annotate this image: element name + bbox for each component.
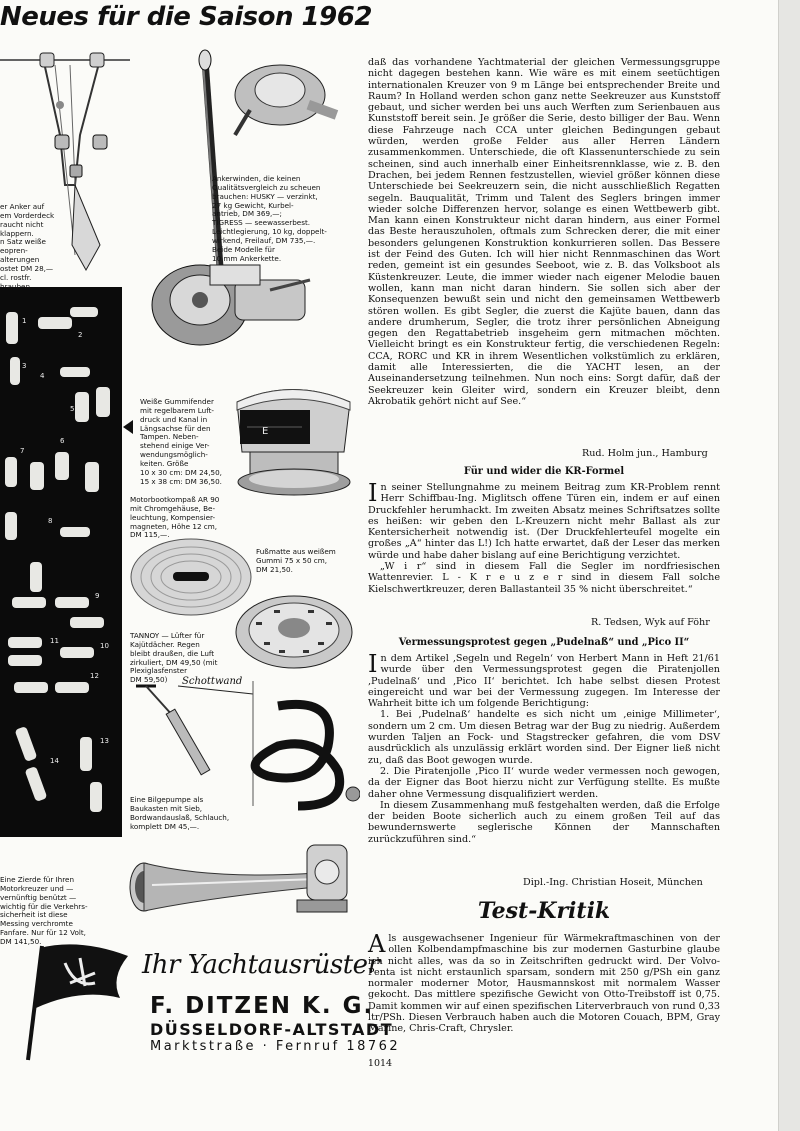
fender-number: 2 bbox=[78, 331, 83, 339]
fender-17 bbox=[70, 617, 104, 628]
article-heading: Vermessungsprotest gegen „Pudelnaß“ und „Pico II“ bbox=[398, 637, 690, 648]
fender-number: 7 bbox=[20, 447, 25, 455]
fender-number: 14 bbox=[50, 757, 59, 765]
horn-caption: Eine Zierde für Ihren Motorkreuzer und — vernünftig benützt — wichtig für die Verkehrs- sicherheit ist diese Messing verchromte Fanfare. Nur für 12 Volt, DM 141,50. bbox=[0, 874, 88, 947]
ditzen-flag-logo bbox=[20, 938, 132, 1063]
article-kr-formel-text: In seiner Stellungnahme zu meinem Beitrag zum KR-Problem rennt Herr Schiffbau-Ing. Miglitsch offene Türen ein, indem er auf einen Druckfehler herumhackt. Im zweiten Absatz meines Schriftsatzes sollte es heißen: wir geben den L-Kreuzern nicht mehr Ballast als zur Kentersicherheit notwendig ist. (Der Druckfehlerteufel mogelte ein großes „A“ hinter das L!) Ich hatte erwartet, daß der Leser das merken würde und habe daher bislang auf eine Berichtigung verzichtet. „W i r“ sind in diesem Fall die Segler im nordfriesischen Wattenrevier. L - K r e u z e r sind in diesem Fall solche Kielschwertkreuzer, deren Ballastanteil 35 % nicht überschreitet.“ bbox=[368, 479, 720, 595]
fender-24 bbox=[25, 766, 48, 802]
fender-number: 11 bbox=[50, 637, 59, 645]
brand-slogan: Ihr Yachtausrüster bbox=[142, 950, 380, 980]
article-test-kritik-text: Als ausgewachsener Ingenieur für Wärmekraftmaschinen von der ollen Kolbendampfmaschine bis zur modernen Gasturbine glaube ich nicht alles, was da so in Zeitschriften gedruckt wird. Der Volvo-Penta ist nicht erstaunlich sparsam, sondern mit 250 g/PSh ein ganz normaler moderner Motor, Hausmannskost mit normalem Wasser gekocht. Das mittlere spezifische Gewicht von Otto-Treibstoff ist 0,75. Damit kommen wir auf einen spezifischen Literverbrauch von rund 0,33 ltr/PSh. Diesen Verbrauch haben auch die Motoren Couach, BPM, Gray Marine, Chris-Craft, Chrysler. bbox=[368, 930, 720, 1035]
fender-number: 10 bbox=[100, 642, 109, 650]
page-edge-strip bbox=[778, 0, 800, 1131]
fender-5 bbox=[60, 367, 90, 377]
fender-19 bbox=[8, 655, 42, 666]
fender-16 bbox=[55, 597, 89, 608]
fender-1 bbox=[6, 312, 18, 344]
article-signature: Dipl.-Ing. Christian Hoseit, München bbox=[523, 877, 703, 888]
fender-number: 3 bbox=[22, 362, 27, 370]
company-address: Marktstraße · Fernruf 18762 bbox=[150, 1039, 401, 1054]
bulkhead-label: Schottwand bbox=[182, 676, 243, 687]
fender-18 bbox=[8, 637, 42, 648]
fender-9 bbox=[30, 462, 44, 490]
drop-cap: I bbox=[368, 650, 378, 678]
article-heading: Für und wider die KR-Formel bbox=[463, 466, 625, 477]
article-continued-text: daß das vorhandene Yachtmaterial der gleichen Vermessungsgruppe nicht dagegen bestehen kann. Wie wäre es mit einem seetüchtigen internationalen Kreuzer von 9 m Länge bei entsprechender Breite und Raum? In Holland werden schon ganz nette Seekreuzer aus Kunststoff gebaut, und sicher werden bei uns auch Werften zum Serienbauen aus Kunststoff bereit sein. Je größer die Serie, desto billiger der Bau. Wenn diese Fahrzeuge nach CCA unter gleichen Bedingungen gebaut würden, werden große Felder aus aller Herren Ländern zusammenkommen. Unterschiede, die oft Klassenunterschiede zu sein scheinen, sind auch innerhalb einer Einheitsrennklasse, wie z. B. den Drachen, bei jedem Rennen festzustellen, wieviel größer können diese Unterschiede bei Seekreuzern sein, die nicht ausschließlich Regatten segeln. Bauqualität, Trimm und Talent des Seglers bringen immer wieder solche Differenzen hervor, solange es einen Wettbewerb gibt. Man kann einen Konstrukteur nicht daran hindern, aus einer Formel das Beste herauszuholen, oftmals zum Schrecken derer, die mit einer besonders gelungenen Konstruktion konkurrieren sollen. Das Bessere ist der Feind des Guten. Ich will hier nicht Rennmaschinen das Wort reden, gemeint ist ein gesundes Seeboot, wie z. B. das Volksboot als Küstenkreuzer. Leute, die immer wieder nach eigener Melodie bauen wollen, kann man nicht daran hindern. Sie sollen sich aber der Konsequenzen bewußt sein und nicht den gemeinsamen Wettbewerb stören wollen. Es gibt Segler, die zuerst die Kajüte bauen, dann das andere drumherum, Segler, die trotz ihrer persönlichen Abneigung gegen den Regattabetrieb insgeheim gern mitmachen möchten. Vielleicht bringt es ein Konstrukteur fertig, die verschiedenen Regeln: CCA, RORC und KR in ihrem Wesentlichen volkstümlich zu erklären, damit alle Interessierten, die die YACHT lesen, an der Auseinandersetzung teilnehmen. Nun noch eins: Sorgt dafür, daß der Seekreuzer kein Gleiter wird, sondern ein Kreuzer bleibt, denn Akrobatik gehört nicht auf See.“ bbox=[368, 57, 720, 407]
fender-number: 1 bbox=[22, 317, 27, 325]
tannoy-vent-illustration bbox=[234, 592, 354, 672]
tannoy-caption: TANNOY — Lüfter für Kajütdächer. Regen bleibt draußen, die Luft zirkuliert, DM 49,50 (mit Plexiglasfenster DM 59,50) bbox=[130, 630, 218, 685]
compass-caption: Motorbootkompaß AR 90 mit Chromgehäuse, Be- leuchtung, Kompensier- magneten, Höhe 12 cm, DM 115,—. bbox=[130, 494, 220, 540]
page-headline: Neues für die Saison 1962 bbox=[0, 2, 372, 32]
page-number: 1014 bbox=[367, 1058, 393, 1069]
fender-usage-panel bbox=[0, 287, 122, 837]
fender-20 bbox=[60, 647, 94, 658]
fender-21 bbox=[14, 682, 48, 693]
horn-illustration bbox=[122, 825, 357, 920]
fender-23 bbox=[15, 726, 38, 762]
fender-11 bbox=[85, 462, 99, 492]
fender-number: 8 bbox=[48, 517, 53, 525]
fender-8 bbox=[5, 457, 17, 487]
drop-cap: A bbox=[368, 930, 386, 958]
fender-12 bbox=[5, 512, 17, 540]
article-protest-text: In dem Artikel ‚Segeln und Regeln‘ von Herbert Mann in Heft 21/61 wurde über den Vermessungsprotest gegen die Piratenjollen ‚Pudelnaß‘ und ‚Pico II‘ berichtet. Ich habe selbst diesen Protest eingereicht und war bei der Vermessung zugegen. Im Interesse der Wahrheit bitte ich um folgende Berichtigung: 1. Bei ‚Pudelnaß‘ handelte es sich nicht um ‚einige Millimeter‘, sondern um 2 cm. Um diesen Betrag war der Bug zu niedrig. Außerdem wurden Taljen an Fock- und Stagstrecker gefahren, die vom DSV ausdrücklich als unzulässig erklärt worden sind. Der Eigner ließ nicht zu, daß das Boot gewogen wurde. 2. Die Piratenjolle ‚Pico II‘ wurde weder vermessen noch gewogen, da der Eigner das Boot hierzu nicht zur Verfügung stellte. Es mußte daher ohne Vermessung disqualifiziert werden. In diesem Zusammenhang muß festgehalten werden, daß die Erfolge der beiden Boote sicherlich auch zu einem großen Teil auf das bewundernswerte seglerische Können der Mannschaften zurückzuführen sind.“ bbox=[368, 650, 720, 845]
fender-number: 12 bbox=[90, 672, 99, 680]
drop-cap: I bbox=[368, 479, 378, 507]
fender-25 bbox=[80, 737, 92, 771]
fender-2 bbox=[38, 317, 72, 329]
fender-4 bbox=[10, 357, 20, 385]
fender-number: 9 bbox=[95, 592, 100, 600]
fender-15 bbox=[12, 597, 46, 608]
article-signature: R. Tedsen, Wyk auf Föhr bbox=[591, 617, 710, 628]
fender-6 bbox=[75, 392, 89, 422]
fender-number: 4 bbox=[40, 372, 45, 380]
fender-10 bbox=[55, 452, 69, 480]
article-heading-test-kritik: Test-Kritik bbox=[477, 898, 611, 924]
winch-caption: Ankerwinden, die keinen Qualitätsvergleich zu scheuen brauchen: HUSKY — verzinkt, 27 kg Gewicht, Kurbel- antrieb, DM 369,—; TIGRESS — seewasserbest. Leichtlegierung, 10 kg, doppelt- wirkend, Freilauf, DM 735,—. Beide Modelle für 10 mm Ankerkette. bbox=[212, 173, 327, 263]
fender-7 bbox=[96, 387, 110, 417]
compass-illustration bbox=[232, 382, 354, 502]
fender-3 bbox=[70, 307, 98, 317]
fender-number: 13 bbox=[100, 737, 109, 745]
fender-number: 5 bbox=[70, 405, 75, 413]
fender-caption: Weiße Gummifender mit regelbarem Luft- druck und Kanal in Längsachse für den Tampen. Neben- stehend einige Ver- wendungsmöglich- keiten. Größe 10 x 30 cm: DM 24,50, 15 x 38 cm: DM 36,50. bbox=[140, 396, 222, 486]
pointer-triangle-icon bbox=[123, 420, 133, 434]
pump-caption: Eine Bilgepumpe als Baukasten mit Sieb, Bordwandauslaß, Schlauch, komplett DM 45,—. bbox=[130, 794, 230, 831]
anchor-caption: er Anker auf em Vorderdeck raucht nicht klappern. n Satz weiße eopren- alterungen ostet DM 28,— cl. rostfr. bbox=[0, 201, 55, 283]
fender-13 bbox=[60, 527, 90, 537]
company-city: DÜSSELDORF-ALTSTADT bbox=[150, 1020, 394, 1039]
fender-number: 6 bbox=[60, 437, 65, 445]
fender-22 bbox=[55, 682, 89, 693]
mat-caption: Fußmatte aus weißem Gummi 75 x 50 cm, DM 21,50. bbox=[256, 546, 336, 574]
fender-26 bbox=[90, 782, 102, 812]
article-signature: Rud. Holm jun., Hamburg bbox=[582, 448, 708, 459]
fender-14 bbox=[30, 562, 42, 592]
company-name: F. DITZEN K. G. bbox=[150, 993, 375, 1019]
svg-text:E: E bbox=[262, 426, 269, 437]
